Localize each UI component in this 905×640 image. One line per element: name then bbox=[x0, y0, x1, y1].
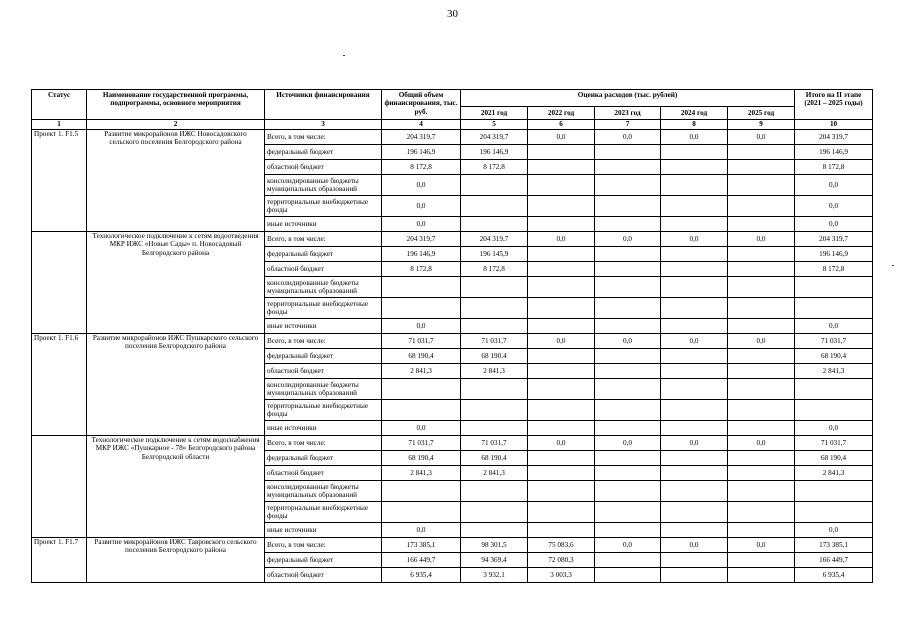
value-cell-y2024 bbox=[661, 247, 728, 262]
status-cell: Проект 1. F1.6 bbox=[32, 334, 87, 436]
value-cell-y2023: 0,0 bbox=[595, 232, 661, 247]
value-cell-y2021: 71 031,7 bbox=[461, 436, 528, 451]
value-cell-y2023 bbox=[595, 364, 661, 379]
value-cell-y2023 bbox=[595, 481, 661, 502]
value-cell-y2024 bbox=[661, 379, 728, 400]
value-cell-sum bbox=[795, 502, 873, 523]
value-cell-y2023 bbox=[595, 247, 661, 262]
value-cell-sum: 0,0 bbox=[795, 421, 873, 436]
program-name-cell: Технологическое подключение к сетям водоснабжения МКР ИЖС «Пушкарное - 78» Белгородского района Белгородской области bbox=[87, 436, 265, 538]
value-cell-y2025 bbox=[728, 145, 795, 160]
value-cell-sum: 8 172,8 bbox=[795, 160, 873, 175]
value-cell-total: 2 841,3 bbox=[382, 466, 461, 481]
value-cell-total: 68 190,4 bbox=[382, 349, 461, 364]
source-cell: территориальные внебюджетные фонды bbox=[265, 196, 382, 217]
value-cell-y2022 bbox=[528, 196, 595, 217]
value-cell-y2022 bbox=[528, 481, 595, 502]
source-cell: территориальные внебюджетные фонды bbox=[265, 502, 382, 523]
value-cell-sum bbox=[795, 277, 873, 298]
value-cell-y2021: 3 932,1 bbox=[461, 568, 528, 583]
value-cell-y2024 bbox=[661, 421, 728, 436]
value-cell-y2024 bbox=[661, 523, 728, 538]
program-name-cell: Технологическое подключение к сетям водоотведения МКР ИЖС «Новые Сады» п. Новосадовый Белгородского района bbox=[87, 232, 265, 334]
value-cell-y2025 bbox=[728, 196, 795, 217]
value-cell-y2025: 0,0 bbox=[728, 334, 795, 349]
value-cell-y2021: 8 172,8 bbox=[461, 160, 528, 175]
value-cell-y2022 bbox=[528, 502, 595, 523]
source-cell: консолидированные бюджеты муниципальных образований bbox=[265, 277, 382, 298]
value-cell-y2023 bbox=[595, 523, 661, 538]
header-status: Статус bbox=[32, 90, 87, 120]
value-cell-y2021 bbox=[461, 379, 528, 400]
value-cell-y2024 bbox=[661, 175, 728, 196]
value-cell-sum: 0,0 bbox=[795, 175, 873, 196]
value-cell-y2025 bbox=[728, 466, 795, 481]
value-cell-sum: 68 190,4 bbox=[795, 451, 873, 466]
value-cell-y2025: 0,0 bbox=[728, 232, 795, 247]
value-cell-y2021 bbox=[461, 523, 528, 538]
value-cell-y2024 bbox=[661, 349, 728, 364]
value-cell-total: 0,0 bbox=[382, 217, 461, 232]
value-cell-y2025: 0,0 bbox=[728, 130, 795, 145]
column-number: 1 bbox=[32, 120, 87, 130]
value-cell-total: 196 146,9 bbox=[382, 247, 461, 262]
value-cell-y2025 bbox=[728, 400, 795, 421]
value-cell-y2021 bbox=[461, 217, 528, 232]
table-row bbox=[32, 334, 873, 349]
source-cell: областной бюджет bbox=[265, 568, 382, 583]
source-cell: территориальные внебюджетные фонды bbox=[265, 298, 382, 319]
value-cell-sum: 166 449,7 bbox=[795, 553, 873, 568]
source-cell: федеральный бюджет bbox=[265, 145, 382, 160]
status-cell bbox=[32, 436, 87, 538]
program-name-cell: Развитие микрорайонов ИЖС Пушкарского сельского поселения Белгородского района bbox=[87, 334, 265, 436]
value-cell-y2021: 196 146,9 bbox=[461, 145, 528, 160]
header-year-2025: 2025 год bbox=[728, 107, 795, 120]
value-cell-y2025 bbox=[728, 451, 795, 466]
status-cell: Проект 1. F1.5 bbox=[32, 130, 87, 232]
value-cell-y2023 bbox=[595, 298, 661, 319]
value-cell-y2025 bbox=[728, 160, 795, 175]
value-cell-y2022 bbox=[528, 400, 595, 421]
table-body bbox=[32, 130, 873, 583]
value-cell-y2024: 0,0 bbox=[661, 436, 728, 451]
value-cell-sum: 196 146,9 bbox=[795, 145, 873, 160]
source-cell: федеральный бюджет bbox=[265, 451, 382, 466]
value-cell-y2025 bbox=[728, 298, 795, 319]
value-cell-total: 8 172,8 bbox=[382, 160, 461, 175]
value-cell-y2023 bbox=[595, 421, 661, 436]
value-cell-sum: 204 319,7 bbox=[795, 130, 873, 145]
value-cell-y2025 bbox=[728, 421, 795, 436]
value-cell-y2024: 0,0 bbox=[661, 232, 728, 247]
scan-speck bbox=[892, 265, 894, 266]
value-cell-y2022 bbox=[528, 145, 595, 160]
value-cell-y2023 bbox=[595, 160, 661, 175]
page-number: 30 bbox=[447, 8, 458, 20]
value-cell-y2022: 72 080,3 bbox=[528, 553, 595, 568]
header-program: Наименование государственной программы, подпрограммы, основного мероприятия bbox=[87, 90, 265, 120]
source-cell: Всего, в том числе: bbox=[265, 232, 382, 247]
value-cell-total: 68 190,4 bbox=[382, 451, 461, 466]
value-cell-y2024 bbox=[661, 319, 728, 334]
header-stage-total: Итого на II этапе (2021 – 2025 годы) bbox=[795, 90, 873, 120]
value-cell-y2022 bbox=[528, 466, 595, 481]
column-number: 6 bbox=[528, 120, 595, 130]
value-cell-y2024 bbox=[661, 568, 728, 583]
table-row bbox=[32, 130, 873, 145]
value-cell-total: 0,0 bbox=[382, 175, 461, 196]
value-cell-y2023 bbox=[595, 502, 661, 523]
value-cell-sum: 2 841,3 bbox=[795, 466, 873, 481]
column-number: 10 bbox=[795, 120, 873, 130]
value-cell-total bbox=[382, 379, 461, 400]
value-cell-y2024 bbox=[661, 298, 728, 319]
value-cell-y2021 bbox=[461, 277, 528, 298]
value-cell-y2023: 0,0 bbox=[595, 130, 661, 145]
value-cell-y2021: 204 319,7 bbox=[461, 232, 528, 247]
value-cell-y2022 bbox=[528, 277, 595, 298]
value-cell-sum: 196 146,9 bbox=[795, 247, 873, 262]
source-cell: Всего, в том числе: bbox=[265, 538, 382, 553]
value-cell-sum bbox=[795, 298, 873, 319]
value-cell-y2024 bbox=[661, 364, 728, 379]
status-cell bbox=[32, 232, 87, 334]
value-cell-y2025 bbox=[728, 502, 795, 523]
value-cell-y2022 bbox=[528, 160, 595, 175]
value-cell-total: 0,0 bbox=[382, 319, 461, 334]
header-sources: Источники финансирования bbox=[265, 90, 382, 120]
value-cell-y2022 bbox=[528, 298, 595, 319]
value-cell-total: 71 031,7 bbox=[382, 334, 461, 349]
value-cell-y2021 bbox=[461, 319, 528, 334]
value-cell-y2024 bbox=[661, 400, 728, 421]
value-cell-y2024 bbox=[661, 502, 728, 523]
value-cell-total: 204 319,7 bbox=[382, 232, 461, 247]
value-cell-y2021 bbox=[461, 421, 528, 436]
value-cell-total: 0,0 bbox=[382, 523, 461, 538]
value-cell-y2022 bbox=[528, 319, 595, 334]
source-cell: областной бюджет bbox=[265, 160, 382, 175]
value-cell-y2024 bbox=[661, 466, 728, 481]
column-number: 7 bbox=[595, 120, 661, 130]
value-cell-y2022: 0,0 bbox=[528, 436, 595, 451]
value-cell-y2021: 94 369,4 bbox=[461, 553, 528, 568]
source-cell: иные источники bbox=[265, 319, 382, 334]
scan-speck bbox=[343, 55, 345, 56]
value-cell-total: 196 146,9 bbox=[382, 145, 461, 160]
value-cell-y2024 bbox=[661, 553, 728, 568]
value-cell-y2023 bbox=[595, 262, 661, 277]
value-cell-sum: 0,0 bbox=[795, 523, 873, 538]
table-row bbox=[32, 538, 873, 553]
header-year-2021: 2021 год bbox=[461, 107, 528, 120]
value-cell-y2021: 68 190,4 bbox=[461, 349, 528, 364]
value-cell-y2024 bbox=[661, 160, 728, 175]
source-cell: областной бюджет bbox=[265, 364, 382, 379]
value-cell-y2022 bbox=[528, 523, 595, 538]
column-number: 9 bbox=[728, 120, 795, 130]
value-cell-y2021 bbox=[461, 175, 528, 196]
value-cell-y2021 bbox=[461, 196, 528, 217]
source-cell: областной бюджет bbox=[265, 466, 382, 481]
source-cell: иные источники bbox=[265, 217, 382, 232]
source-cell: иные источники bbox=[265, 523, 382, 538]
value-cell-y2021: 2 841,3 bbox=[461, 364, 528, 379]
value-cell-y2025 bbox=[728, 364, 795, 379]
value-cell-y2023 bbox=[595, 217, 661, 232]
value-cell-total: 166 449,7 bbox=[382, 553, 461, 568]
value-cell-y2024 bbox=[661, 217, 728, 232]
source-cell: консолидированные бюджеты муниципальных образований bbox=[265, 379, 382, 400]
value-cell-y2025 bbox=[728, 553, 795, 568]
value-cell-sum bbox=[795, 379, 873, 400]
value-cell-sum bbox=[795, 400, 873, 421]
value-cell-y2025 bbox=[728, 379, 795, 400]
value-cell-sum: 0,0 bbox=[795, 319, 873, 334]
source-cell: областной бюджет bbox=[265, 262, 382, 277]
value-cell-y2022 bbox=[528, 421, 595, 436]
value-cell-total bbox=[382, 481, 461, 502]
value-cell-y2024 bbox=[661, 262, 728, 277]
value-cell-sum: 8 172,8 bbox=[795, 262, 873, 277]
value-cell-y2022 bbox=[528, 247, 595, 262]
value-cell-y2025 bbox=[728, 262, 795, 277]
value-cell-y2025 bbox=[728, 523, 795, 538]
value-cell-y2021: 196 145,9 bbox=[461, 247, 528, 262]
value-cell-y2025 bbox=[728, 319, 795, 334]
value-cell-y2023 bbox=[595, 319, 661, 334]
value-cell-y2022 bbox=[528, 451, 595, 466]
value-cell-sum: 71 031,7 bbox=[795, 334, 873, 349]
column-number: 8 bbox=[661, 120, 728, 130]
status-cell: Проект 1. F1.7 bbox=[32, 538, 87, 583]
value-cell-y2021 bbox=[461, 400, 528, 421]
value-cell-y2023 bbox=[595, 553, 661, 568]
value-cell-y2023 bbox=[595, 145, 661, 160]
program-name-cell: Развитие микрорайонов ИЖС Тавровского сельского поселения Белгородского района bbox=[87, 538, 265, 583]
value-cell-total: 2 841,3 bbox=[382, 364, 461, 379]
source-cell: федеральный бюджет bbox=[265, 553, 382, 568]
value-cell-y2022: 75 083,6 bbox=[528, 538, 595, 553]
value-cell-y2023 bbox=[595, 277, 661, 298]
value-cell-y2021 bbox=[461, 481, 528, 502]
header-year-2023: 2023 год bbox=[595, 107, 661, 120]
value-cell-sum: 6 935,4 bbox=[795, 568, 873, 583]
value-cell-total: 8 172,8 bbox=[382, 262, 461, 277]
value-cell-total bbox=[382, 298, 461, 319]
value-cell-y2025 bbox=[728, 175, 795, 196]
source-cell: Всего, в том числе: bbox=[265, 436, 382, 451]
budget-table-wrapper bbox=[31, 89, 872, 583]
value-cell-y2022 bbox=[528, 175, 595, 196]
value-cell-sum: 173 385,1 bbox=[795, 538, 873, 553]
value-cell-y2025 bbox=[728, 481, 795, 502]
value-cell-y2025 bbox=[728, 247, 795, 262]
value-cell-y2024: 0,0 bbox=[661, 130, 728, 145]
value-cell-y2022: 0,0 bbox=[528, 232, 595, 247]
value-cell-y2024: 0,0 bbox=[661, 334, 728, 349]
value-cell-y2024 bbox=[661, 145, 728, 160]
value-cell-y2023: 0,0 bbox=[595, 334, 661, 349]
value-cell-y2024: 0,0 bbox=[661, 538, 728, 553]
value-cell-y2023 bbox=[595, 568, 661, 583]
value-cell-y2023 bbox=[595, 400, 661, 421]
value-cell-total: 6 935,4 bbox=[382, 568, 461, 583]
program-name-cell: Развитие микрорайонов ИЖС Новосадовского сельского поселения Белгородского района bbox=[87, 130, 265, 232]
column-number: 3 bbox=[265, 120, 382, 130]
value-cell-y2025 bbox=[728, 217, 795, 232]
value-cell-total: 71 031,7 bbox=[382, 436, 461, 451]
value-cell-sum: 2 841,3 bbox=[795, 364, 873, 379]
value-cell-sum: 0,0 bbox=[795, 196, 873, 217]
column-number: 2 bbox=[87, 120, 265, 130]
value-cell-y2023: 0,0 bbox=[595, 436, 661, 451]
header-total: Общий объем финансирования, тыс. руб. bbox=[382, 90, 461, 120]
value-cell-y2025 bbox=[728, 349, 795, 364]
value-cell-total: 204 319,7 bbox=[382, 130, 461, 145]
column-number: 4 bbox=[382, 120, 461, 130]
value-cell-y2022 bbox=[528, 364, 595, 379]
value-cell-total bbox=[382, 502, 461, 523]
column-number-row bbox=[32, 120, 873, 130]
value-cell-y2023: 0,0 bbox=[595, 538, 661, 553]
source-cell: консолидированные бюджеты муниципальных образований bbox=[265, 481, 382, 502]
value-cell-y2022 bbox=[528, 217, 595, 232]
source-cell: федеральный бюджет bbox=[265, 349, 382, 364]
value-cell-y2024 bbox=[661, 196, 728, 217]
value-cell-y2022 bbox=[528, 349, 595, 364]
column-number: 5 bbox=[461, 120, 528, 130]
source-cell: федеральный бюджет bbox=[265, 247, 382, 262]
value-cell-total: 0,0 bbox=[382, 421, 461, 436]
header-year-2022: 2022 год bbox=[528, 107, 595, 120]
value-cell-y2021: 2 841,3 bbox=[461, 466, 528, 481]
value-cell-y2021: 204 319,7 bbox=[461, 130, 528, 145]
source-cell: Всего, в том числе: bbox=[265, 334, 382, 349]
value-cell-y2021: 71 031,7 bbox=[461, 334, 528, 349]
source-cell: иные источники bbox=[265, 421, 382, 436]
value-cell-y2024 bbox=[661, 451, 728, 466]
value-cell-y2023 bbox=[595, 466, 661, 481]
header-year-2024: 2024 год bbox=[661, 107, 728, 120]
value-cell-y2023 bbox=[595, 451, 661, 466]
source-cell: территориальные внебюджетные фонды bbox=[265, 400, 382, 421]
value-cell-sum: 0,0 bbox=[795, 217, 873, 232]
value-cell-total bbox=[382, 400, 461, 421]
value-cell-y2025: 0,0 bbox=[728, 538, 795, 553]
value-cell-y2021: 68 190,4 bbox=[461, 451, 528, 466]
value-cell-y2025 bbox=[728, 277, 795, 298]
value-cell-y2022: 0,0 bbox=[528, 334, 595, 349]
value-cell-sum: 204 319,7 bbox=[795, 232, 873, 247]
value-cell-y2022: 0,0 bbox=[528, 130, 595, 145]
value-cell-y2023 bbox=[595, 349, 661, 364]
budget-table bbox=[31, 89, 873, 583]
value-cell-sum bbox=[795, 481, 873, 502]
header-estimate: Оценка расходов (тыс. рублей) bbox=[461, 90, 795, 107]
value-cell-y2021 bbox=[461, 502, 528, 523]
source-cell: Всего, в том числе: bbox=[265, 130, 382, 145]
source-cell: консолидированные бюджеты муниципальных образований bbox=[265, 175, 382, 196]
value-cell-total: 173 385,1 bbox=[382, 538, 461, 553]
table-row bbox=[32, 436, 873, 451]
value-cell-y2021: 8 172,8 bbox=[461, 262, 528, 277]
value-cell-total: 0,0 bbox=[382, 196, 461, 217]
value-cell-y2025 bbox=[728, 568, 795, 583]
value-cell-sum: 71 031,7 bbox=[795, 436, 873, 451]
value-cell-total bbox=[382, 277, 461, 298]
value-cell-y2022: 3 003,3 bbox=[528, 568, 595, 583]
value-cell-y2024 bbox=[661, 481, 728, 502]
value-cell-y2022 bbox=[528, 379, 595, 400]
value-cell-y2023 bbox=[595, 379, 661, 400]
value-cell-y2022 bbox=[528, 262, 595, 277]
value-cell-y2021: 98 301,5 bbox=[461, 538, 528, 553]
value-cell-y2023 bbox=[595, 196, 661, 217]
table-row bbox=[32, 232, 873, 247]
value-cell-y2021 bbox=[461, 298, 528, 319]
value-cell-y2023 bbox=[595, 175, 661, 196]
value-cell-y2025: 0,0 bbox=[728, 436, 795, 451]
value-cell-sum: 68 190,4 bbox=[795, 349, 873, 364]
value-cell-y2024 bbox=[661, 277, 728, 298]
